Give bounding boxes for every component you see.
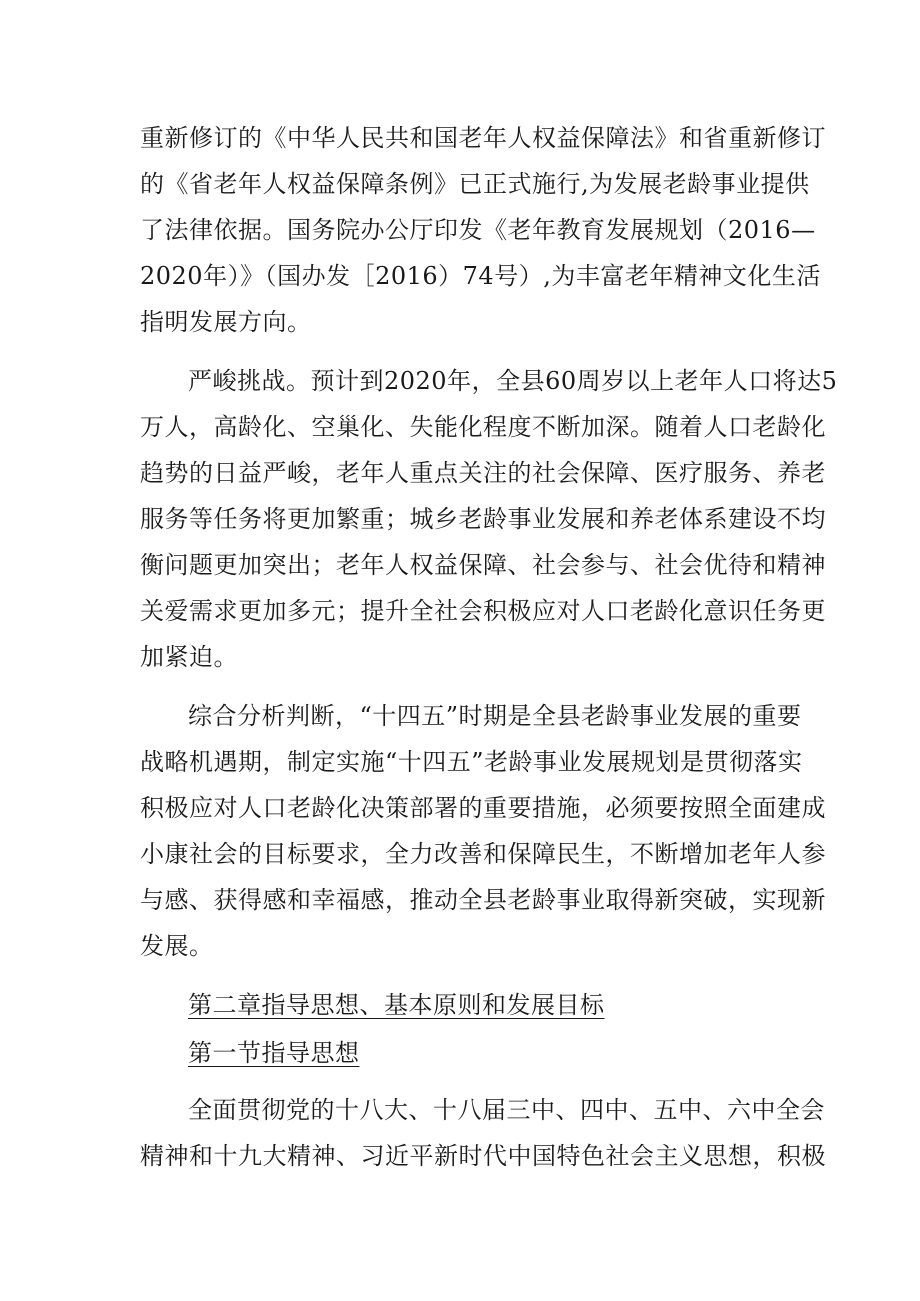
text-line: 服务等任务将更加繁重；城乡老龄事业发展和养老体系建设不均 — [140, 505, 826, 533]
text-line: 万人，高龄化、空巢化、失能化程度不断加深。随着人口老龄化 — [140, 413, 826, 441]
section-heading: 第一节指导思想 — [188, 1039, 360, 1067]
text-line: 趋势的日益严峻，老年人重点关注的社会保障、医疗服务、养老 — [140, 459, 826, 487]
text-line: 发展。 — [140, 932, 214, 960]
text-line: 2020年）》（国办发［2016）74号）,为丰富老年精神文化生活 — [140, 262, 821, 290]
text-line: 与感、获得感和幸福感，推动全县老龄事业取得新突破，实现新 — [140, 886, 826, 914]
text-line: 关爱需求更加多元；提升全社会积极应对人口老龄化意识任务更 — [140, 597, 826, 625]
chapter-heading: 第二章指导思想、基本原则和发展目标 — [188, 991, 605, 1019]
text-line: 了法律依据。国务院办公厅印发《老年教育发展规划（2016— — [140, 216, 816, 244]
text-line: 衡问题更加突出；老年人权益保障、社会参与、社会优待和精神 — [140, 551, 826, 579]
text-line: 指明发展方向。 — [140, 308, 312, 336]
text-line: 的《省老年人权益保障条例》已正式施行,为发展老龄事业提供 — [140, 170, 810, 198]
text-line: 综合分析判断，“十四五”时期是全县老龄事业发展的重要 — [188, 702, 802, 730]
text-line: 战略机遇期，制定实施“十四五”老龄事业发展规划是贯彻落实 — [140, 748, 803, 776]
text-line: 加紧迫。 — [140, 643, 238, 671]
text-line: 精神和十九大精神、习近平新时代中国特色社会主义思想，积极 — [140, 1142, 826, 1170]
text-line: 积极应对人口老龄化决策部署的重要措施，必须要按照全面建成 — [140, 794, 826, 822]
text-line: 严峻挑战。预计到2020年，全县60周岁以上老年人口将达5 — [188, 367, 838, 395]
text-line: 重新修订的《中华人民共和国老年人权益保障法》和省重新修订 — [140, 124, 826, 152]
text-line: 全面贯彻党的十八大、十八届三中、四中、五中、六中全会 — [188, 1096, 825, 1124]
text-line: 小康社会的目标要求，全力改善和保障民生，不断增加老年人参 — [140, 840, 826, 868]
